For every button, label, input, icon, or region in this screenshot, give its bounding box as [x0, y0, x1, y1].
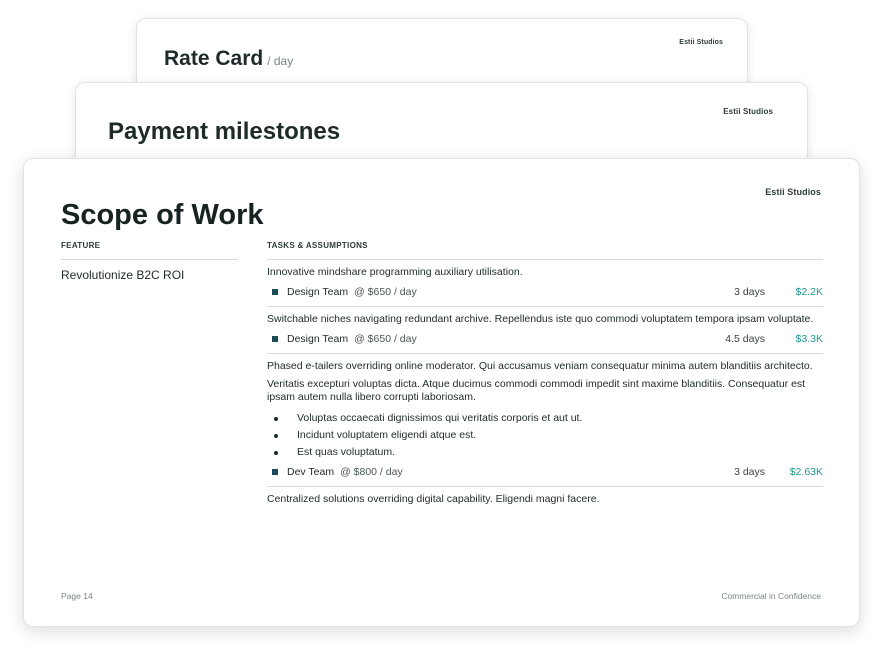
- task-item: [267, 487, 823, 513]
- task-description: Centralized solutions overriding digital capability. Eligendi magni facere.: [267, 493, 600, 505]
- team-cost: $2.63K: [789, 466, 823, 478]
- payment-milestones-title: Payment milestones: [108, 118, 341, 145]
- rate-card-unit: / day: [267, 54, 294, 68]
- list-item: Incidunt voluptatem eligendi atque est.: [267, 429, 823, 442]
- task-item: [267, 354, 823, 487]
- page-title: Scope of Work: [61, 199, 264, 231]
- scope-of-work-page[interactable]: [23, 158, 860, 627]
- task-item: [267, 260, 823, 307]
- rate-card-title-text: Rate Card: [164, 47, 264, 70]
- brand-label: Estii Studios: [723, 107, 773, 116]
- team-days: 4.5 days: [725, 333, 765, 345]
- brand-label: Estii Studios: [765, 187, 821, 197]
- brand-label: Estii Studios: [679, 39, 723, 46]
- team-row: [267, 332, 823, 346]
- list-item: Voluptas occaecati dignissimos qui veritatis corporis et aut ut.: [267, 412, 823, 425]
- team-rate: @ $650 / day: [354, 286, 417, 298]
- team-rate: @ $650 / day: [354, 333, 417, 345]
- page-number: Page 14: [61, 591, 93, 601]
- task-description: Phased e-tailers overriding online moderator. Qui accusamus veniam consequatur minima autem blanditiis architecto.: [267, 360, 813, 372]
- task-description: Innovative mindshare programming auxiliary utilisation.: [267, 266, 523, 278]
- confidentiality-note: Commercial in Confidence: [721, 591, 821, 601]
- rate-card-title: [164, 47, 293, 71]
- team-cost: $3.3K: [795, 333, 823, 345]
- feature-column: [61, 241, 238, 282]
- feature-name: Revolutionize B2C ROI: [61, 268, 185, 282]
- team-name: Dev Team: [287, 466, 335, 478]
- team-rate: @ $800 / day: [340, 466, 403, 478]
- team-name: Design Team: [287, 333, 349, 345]
- assumption-list: [267, 412, 823, 459]
- tasks-column: [267, 241, 823, 513]
- team-marker-icon: [272, 469, 278, 475]
- task-description: Switchable niches navigating redundant archive. Repellendus iste quo commodi voluptatem tempora ipsam voluptate.: [267, 313, 814, 325]
- team-marker-icon: [272, 336, 278, 342]
- team-marker-icon: [272, 289, 278, 295]
- list-item: Est quas voluptatum.: [267, 446, 823, 459]
- team-row: [267, 465, 823, 479]
- team-days: 3 days: [734, 466, 765, 478]
- task-item: [267, 307, 823, 354]
- team-row: [267, 285, 823, 299]
- feature-header: FEATURE: [61, 241, 238, 260]
- team-cost: $2.2K: [795, 286, 823, 298]
- tasks-header: TASKS & ASSUMPTIONS: [267, 241, 823, 260]
- task-description: Veritatis excepturi voluptas dicta. Atque ducimus commodi commodi impedit sint maxime blanditiis. Consequatur est ipsam autem nulla libero corrupti laboriosam.: [267, 378, 806, 403]
- team-days: 3 days: [734, 286, 765, 298]
- team-name: Design Team: [287, 286, 349, 298]
